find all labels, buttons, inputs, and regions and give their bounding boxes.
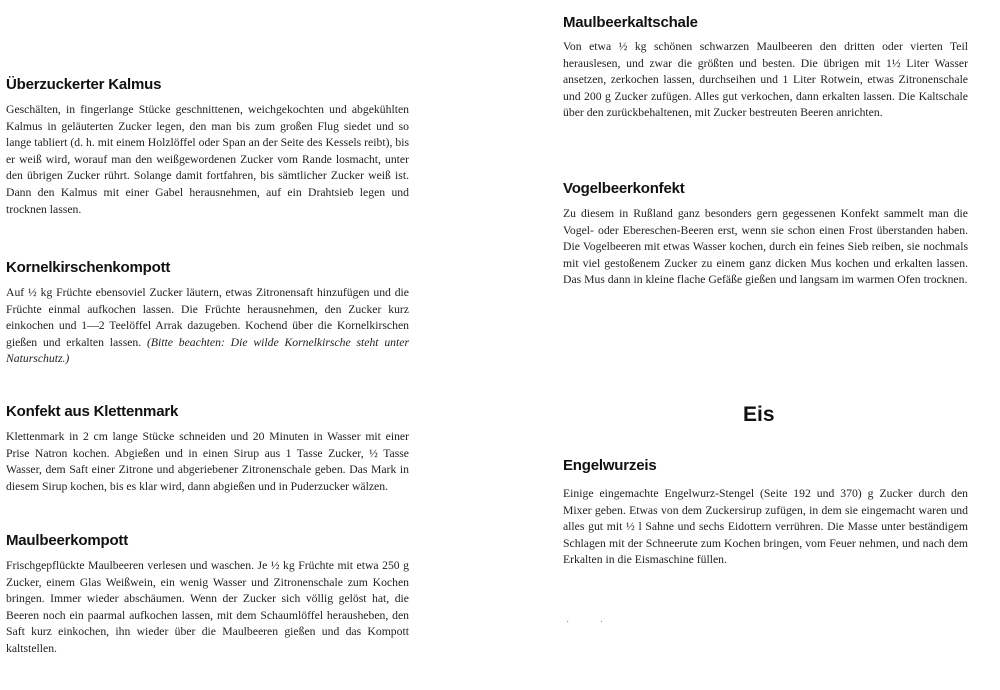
recipe-title: Maulbeerkompott [6, 532, 129, 549]
recipe-engelwurzeis [563, 457, 968, 569]
recipe-text [6, 285, 409, 368]
recipe-title: Maulbeerkaltschale [563, 14, 698, 31]
recipe-body: Auf ½ kg Früchte ebensoviel Zucker läutern, etwas Zitronensaft hinzufügen und die Früchte einmal aufkochen lassen. Die Früchte herausnehmen, den Zucker kurz einkochen und 1—2 Teelöffel Arrak dazugeben. Kochend über die Kornelkirschen gießen und erkalten lassen. [6, 286, 409, 349]
recipe-text: Frischgepflückte Maulbeeren verlesen und waschen. Je ½ kg Früchte mit etwa 250 g Zucker, einem Glas Weißwein, ein wenig Wasser und Zitronenschale zum Kochen bringen. Immer wieder abschäumen. Wenn der Zucker sich völlig gelöst hat, die Beeren noch ein paarmal aufkochen lassen, mit dem Schaumlöffel herausheben, den Saft kurz einkochen, ihn wieder über die Maulbeeren gießen und das Kompott kaltstellen. [6, 559, 409, 655]
recipe-konfekt-aus-klettenmark [6, 403, 409, 495]
chapter-heading: Eis [743, 403, 775, 426]
recipe-maulbeerkaltschale [563, 14, 968, 122]
recipe-text: Klettenmark in 2 cm lange Stücke schneiden und 20 Minuten in Wasser mit einer Prise Natron kochen. Abgießen und in einen Sirup aus 1 Tasse Zucker, ½ Tasse Wasser, dem Saft einer Zitrone und abgeriebener Zitronenschale geben. Das Mark in diesem Sirup kochen, bis es klar wird, dann abgießen und in Puderzucker wälzen. [6, 430, 409, 493]
recipe-text: Einige eingemachte Engelwurz-Stengel (Seite 192 und 370) g Zucker durch den Mixer geben. Etwas von dem Zuckersirup zufügen, in dem sie eingemacht waren und alles gut mit ½ l Sahne und sechs Eidottern verrühren. Die Masse unter beständigem Schlagen mit der Schneerute zum Kochen bringen, vom Feuer nehmen, und nach dem Erkalten in die Eismaschine füllen. [563, 487, 968, 567]
recipe-title: Konfekt aus Klettenmark [6, 403, 179, 420]
recipe-maulbeerkompott [6, 532, 409, 658]
scan-specks: · · [566, 617, 618, 628]
recipe-text: Zu diesem in Rußland ganz besonders gern gegessenen Konfekt sammelt man die Vogel- oder Ebereschen-Beeren erst, wenn sie schon einen Frost überstanden haben. Die Vogelbeeren mit etwas Wasser kochen, durch ein feines Sieb reiben, sie nochmals mit viel gestoßenem Zucker zu einem ganz dicken Mus kochen und erkalten lassen. Das Mus dann in kleine flache Gefäße gießen und langsam im warmen Ofen trocknen. [563, 207, 968, 287]
recipe-ueberzuckerter-kalmus [6, 76, 409, 218]
recipe-title: Überzuckerter Kalmus [6, 76, 162, 93]
recipe-text: Von etwa ½ kg schönen schwarzen Maulbeeren den dritten oder vierten Teil herauslesen, und zwar die größten und besten. Die übrigen mit 1½ Liter Wasser ansetzen, zerkochen lassen, durchseihen und 1 Liter Rotwein, etwas Zitronenschale und 200 g Zucker zufügen. Alles gut verkochen, dann erkalten lassen. Die Kaltschale über den zurückbehaltenen, mit Zucker bestreuten Beeren anrichten. [563, 40, 968, 120]
recipe-title: Engelwurzeis [563, 457, 657, 474]
recipe-text: Geschälten, in fingerlange Stücke geschnittenen, weichgekochten und abgekühlten Kalmus in geläuterten Zucker legen, den man bis zum großen Flug siedet und so lange tabliert (d. h. mit einem Holzlöffel oder Span an der Seite des Kessels reibt), bis er weiß wird, worauf man den weißgewordenen Zucker vom Rande losmacht, unter den übrigen Zucker rührt. Solange damit fortfahren, bis sämtlicher Zucker weiß ist. Dann den Kalmus mit einer Gabel herausnehmen, auf ein Drahtsieb legen und trocknen lassen. [6, 103, 409, 216]
recipe-title: Vogelbeerkonfekt [563, 180, 685, 197]
recipe-vogelbeerkonfekt [563, 180, 968, 289]
recipe-title: Kornelkirschenkompott [6, 259, 171, 276]
recipe-note: (Bitte beachten: Die wilde Kornelkirsche steht unter Naturschutz.) [6, 335, 409, 366]
recipe-kornelkirschenkompott [6, 259, 409, 368]
